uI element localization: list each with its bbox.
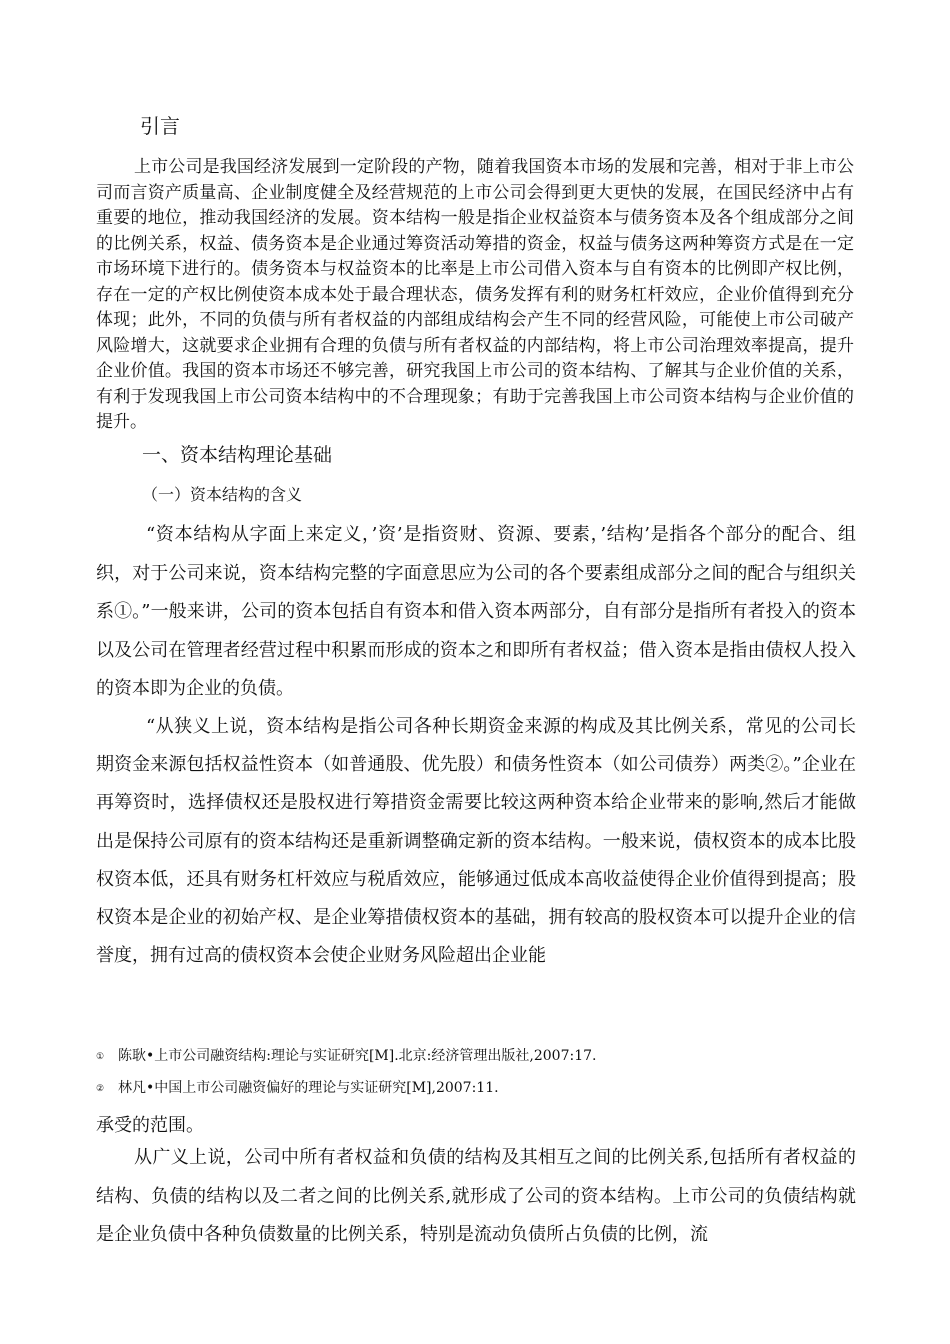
footnote-mark: ① (96, 1052, 105, 1062)
subsection-heading-1: （一）资本结构的含义 (142, 485, 303, 504)
continuation-text: 承受的范围。 (96, 1115, 204, 1136)
footnote-1 (96, 1045, 596, 1065)
paragraph-definition-literal: “资本结构从字面上来定义，’资’是指资财、资源、要素，’结构’是指各个部分的配合、组织，对于公司来说，资本结构完整的字面意思应为公司的各个要素组成部分之间的配合与组织关系①。”一般来讲，公司的资本包括自有资本和借入资本两部分，自有部分是指所有者投入的资本以及公司在管理者经营过程中积累而形成的资本之和即所有者权益；借入资本是指由债权人投入的资本即为企业的负债。 (96, 524, 856, 699)
footnote-text: 林凡•中国上市公司融资偏好的理论与实证研究[M],2007:11. (118, 1080, 499, 1096)
intro-paragraph: 上市公司是我国经济发展到一定阶段的产物，随着我国资本市场的发展和完善，相对于非上市公司而言资产质量高、企业制度健全及经营规范的上市公司会得到更大更快的发展，在国民经济中占有重要的地位，推动我国经济的发展。资本结构一般是指企业权益资本与债务资本及各个组成部分之间的比例关系，权益、债务资本是企业通过筹资活动筹措的资金，权益与债务这两种筹资方式是在一定市场环境下进行的。债务资本与权益资本的比率是上市公司借入资本与自有资本的比例即产权比例，存在一定的产权比例使资本成本处于最合理状态，债务发挥有利的财务杠杆效应，企业价值得到充分体现；此外，不同的负债与所有者权益的内部组成结构会产生不同的经营风险，可能使上市公司破产风险增大，这就要求企业拥有合理的负债与所有者权益的内部结构，将上市公司治理效率提高，提升企业价值。我国的资本市场还不够完善，研究我国上市公司的资本结构、了解其与企业价值的关系，有利于发现我国上市公司资本结构中的不合理现象；有助于完善我国上市公司资本结构与企业价值的提升。 (96, 157, 854, 432)
footnote-2 (96, 1077, 499, 1097)
paragraph-definition-narrow: “从狭义上说，资本结构是指公司各种长期资金来源的构成及其比例关系，常见的公司长期资金来源包括权益性资本（如普通股、优先股）和债务性资本（如公司债券）两类②。”企业在再筹资时，选择债权还是股权进行筹措资金需要比较这两种资本给企业带来的影响,然后才能做出是保持公司原有的资本结构还是重新调整确定新的资本结构。一般来说，债权资本的成本比股权资本低，还具有财务杠杆效应与税盾效应，能够通过低成本高收益使得企业价值得到提高；股权资本是企业的初始产权、是企业筹措债权资本的基础，拥有较高的股权资本可以提升企业的信誉度，拥有过高的债权资本会使企业财务风险超出企业能 (96, 716, 856, 967)
intro-heading: 引言 (140, 114, 180, 138)
section-heading-1: 一、资本结构理论基础 (142, 444, 333, 466)
footnote-mark: ② (96, 1084, 105, 1094)
paragraph-definition-broad: 从广义上说，公司中所有者权益和负债的结构及其相互之间的比例关系,包括所有者权益的结构、负债的结构以及二者之间的比例关系,就形成了公司的资本结构。上市公司的负债结构就是企业负债中各种负债数量的比例关系，特别是流动负债所占负债的比例，流 (96, 1147, 856, 1245)
footnote-text: 陈耿•上市公司融资结构:理论与实证研究[M].北京:经济管理出版社,2007:17. (118, 1048, 597, 1064)
